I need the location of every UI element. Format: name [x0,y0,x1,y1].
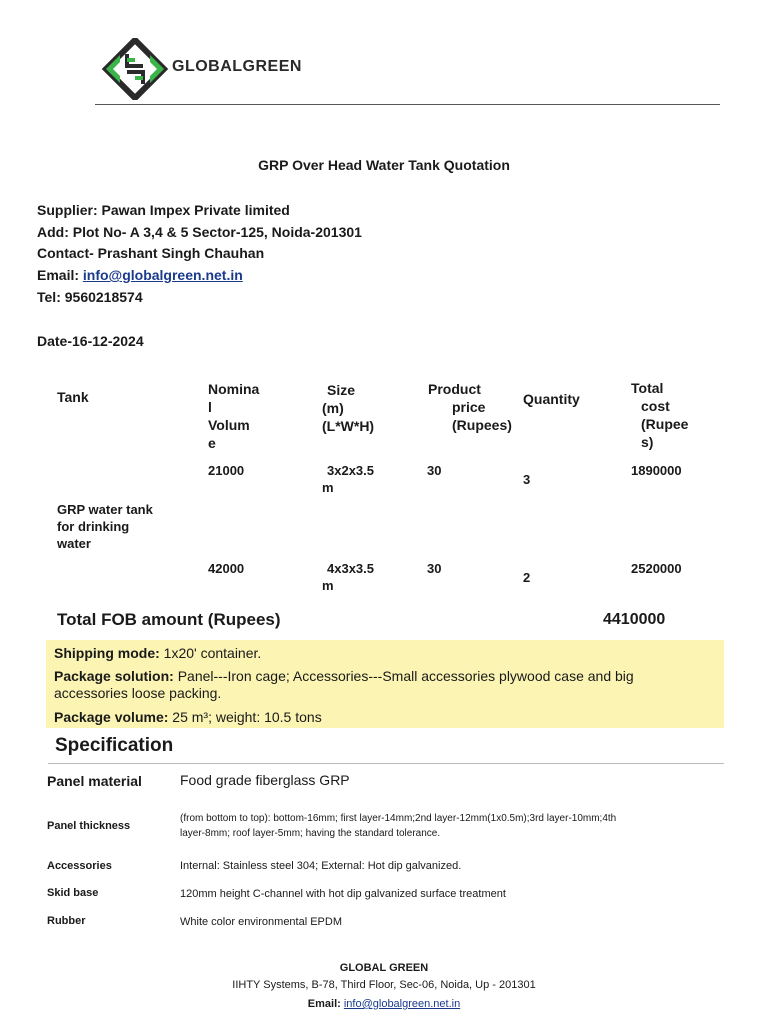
supplier-email-link[interactable]: info@globalgreen.net.in [82,267,243,283]
quote-date: Date-16-12-2024 [37,333,144,349]
row1-price: 30 [427,463,442,478]
header-divider [95,104,720,105]
total-fob-value: 4410000 [603,611,666,628]
supplier-email [37,267,243,283]
header-line: e [208,435,216,451]
spec-label-skid-base: Skid base [47,887,99,899]
spec-value-skid-base: 120mm height C-channel with hot dip galvanized surface treatment [180,888,506,900]
header-line: l [208,399,212,415]
spec-label-panel-material: Panel material [47,773,142,789]
size-line: 4x3x3.5 [327,561,374,576]
specification-title: Specification [55,735,174,756]
supplier-address: Add: Plot No- A 3,4 & 5 Sector-125, Noida-201301 [37,224,362,240]
footer-email [0,998,768,1010]
package-solution-value: Panel---Iron cage; Accessories---Small accessories plywood case and big [173,668,634,684]
supplier-contact: Contact- Prashant Singh Chauhan [37,245,265,261]
header-line: (m) [322,400,344,416]
header-tank: Tank [57,389,89,405]
row2-size [322,560,374,594]
header-total-cost [631,379,688,451]
package-volume [54,709,322,725]
shipping-mode [54,645,261,661]
supplier-name: Supplier: Pawan Impex Private limited [37,202,290,218]
row1-total: 1890000 [631,463,682,478]
spec-label-panel-thickness: Panel thickness [47,820,131,832]
size-line: m [322,480,334,495]
shipping-mode-value: 1x20' container. [159,645,262,661]
tank-name [57,501,153,552]
package-solution-value-cont: accessories loose packing. [54,685,222,701]
row1-size [322,462,374,496]
spec-value-panel-thickness [180,811,616,841]
spec-value-panel-material: Food grade fiberglass GRP [180,772,350,788]
footer-email-label: Email: [307,998,344,1010]
shipping-mode-label: Shipping mode: [54,645,160,661]
spec-value-rubber: White color environmental EPDM [180,916,343,928]
footer-company: GLOBAL GREEN [339,962,429,974]
tank-name-line: for drinking [57,519,130,534]
row2-total: 2520000 [631,561,682,576]
header-quantity: Quantity [523,391,580,407]
footer-address: IIHTY Systems, B-78, Third Floor, Sec-06, Noida, Up - 201301 [232,979,536,991]
spec-label-accessories: Accessories [47,860,112,872]
email-label: Email: [37,267,83,283]
header-line: price [452,399,486,415]
specification-divider [48,763,724,764]
package-solution [54,668,634,702]
header-line: (Rupee [641,416,689,432]
header-size [322,381,374,435]
supplier-tel: Tel: 9560218574 [37,289,143,305]
page-title: GRP Over Head Water Tank Quotation [258,157,510,173]
header-line: cost [641,398,670,414]
tank-name-line: water [57,536,91,551]
header-line: Nomina [208,381,260,397]
header-product-price [428,380,512,434]
size-line: m [322,578,334,593]
package-volume-value: 25 m³; weight: 10.5 tons [168,709,322,725]
spec-line: (from bottom to top): bottom-16mm; first layer-14mm;2nd layer-12mm(1x0.5m);3rd layer-10mm;4th [180,813,617,824]
row2-quantity: 2 [523,570,531,585]
row1-quantity: 3 [523,472,531,487]
header-nominal-volume [208,380,259,452]
row2-volume: 42000 [208,561,245,576]
spec-label-rubber: Rubber [47,915,86,927]
row1-volume: 21000 [208,463,245,478]
header-line: Product [428,381,481,397]
package-volume-label: Package volume: [54,709,169,725]
spec-line: layer-8mm; roof layer-5mm; having the standard tolerance. [180,828,441,839]
brand-name: GLOBALGREEN [172,58,302,75]
row2-price: 30 [427,561,442,576]
spec-value-accessories: Internal: Stainless steel 304; External: Hot dip galvanized. [180,860,462,872]
tank-name-line: GRP water tank [57,502,153,517]
header-line: Total [631,380,664,396]
package-solution-label: Package solution: [54,668,174,684]
size-line: 3x2x3.5 [327,463,374,478]
header-line: Size [327,382,356,398]
header-line: Volum [208,417,250,433]
header-line: s) [641,434,654,450]
footer-email-link[interactable]: info@globalgreen.net.in [343,998,461,1010]
header-line: (Rupees) [452,417,512,433]
header-line: (L*W*H) [322,418,375,434]
globalgreen-logo-icon [100,38,170,100]
total-fob-label: Total FOB amount (Rupees) [57,610,281,629]
